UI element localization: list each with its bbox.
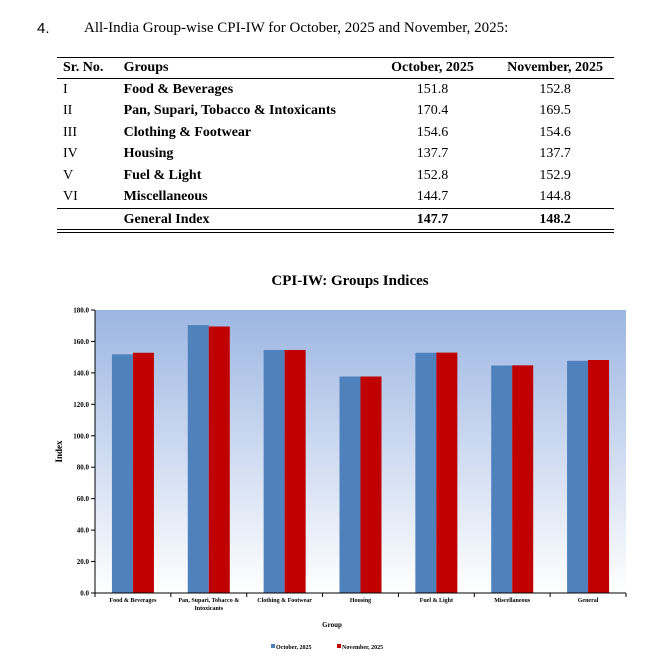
legend-swatch xyxy=(337,644,341,648)
cell-october: 137.7 xyxy=(416,146,449,162)
cell-november: 154.6 xyxy=(539,124,571,140)
table-header-row xyxy=(57,58,614,79)
y-tick-label: 60.0 xyxy=(76,495,89,504)
chart-title: CPI-IW: Groups Indices xyxy=(271,273,429,289)
header-october: October, 2025 xyxy=(391,60,474,75)
header-sr-no: Sr. No. xyxy=(63,60,104,75)
bar-october xyxy=(415,353,436,593)
cell-november: 137.7 xyxy=(539,146,571,162)
x-tick-label: Clothing & Footwear xyxy=(257,598,312,604)
legend-label: October, 2025 xyxy=(276,645,312,651)
cell-october: 147.7 xyxy=(416,211,449,227)
bar-november xyxy=(209,327,230,593)
bar-october xyxy=(491,365,512,593)
header-november: November, 2025 xyxy=(507,60,604,75)
bar-november xyxy=(361,377,382,593)
cell-november: 152.8 xyxy=(539,81,571,97)
legend-label: November, 2025 xyxy=(342,645,384,651)
y-tick-label: 20.0 xyxy=(76,558,89,567)
cell-group: Fuel & Light xyxy=(123,167,202,183)
section-number: 4. xyxy=(37,20,50,37)
general-index-row xyxy=(57,209,614,231)
table-row xyxy=(57,101,614,123)
cell-group: Clothing & Footwear xyxy=(123,124,252,140)
y-tick-label: 40.0 xyxy=(76,526,89,535)
chart-legend xyxy=(271,644,383,651)
x-axis-label: Group xyxy=(322,621,342,629)
cell-group: Pan, Supari, Tobacco & Intoxicants xyxy=(123,103,336,119)
bar-october xyxy=(340,377,361,593)
cell-sr: IV xyxy=(63,146,78,162)
bar-october xyxy=(567,361,588,593)
cell-november: 152.9 xyxy=(539,167,571,183)
cell-sr: VI xyxy=(63,189,78,205)
cell-group: Food & Beverages xyxy=(123,81,234,97)
groups-indices-chart xyxy=(0,260,656,658)
cell-november: 144.8 xyxy=(539,189,571,205)
cell-group: Housing xyxy=(123,146,174,162)
table-row xyxy=(57,79,614,101)
y-tick-label: 180.0 xyxy=(73,306,89,315)
y-tick-label: 80.0 xyxy=(76,463,89,472)
cell-october: 170.4 xyxy=(416,103,449,119)
x-axis xyxy=(95,593,626,612)
bar-november xyxy=(285,350,306,593)
x-tick-label: General xyxy=(577,598,599,604)
cell-sr: I xyxy=(63,81,68,97)
x-tick-label: Housing xyxy=(349,598,372,604)
cell-november: 148.2 xyxy=(539,211,571,227)
cell-october: 144.7 xyxy=(416,189,449,205)
y-tick-label: 120.0 xyxy=(73,400,89,409)
table-bottom-rule xyxy=(57,229,614,233)
x-tick-label: Miscellaneous xyxy=(494,598,531,604)
bar-october xyxy=(188,325,209,593)
bar-november xyxy=(133,353,154,593)
cpi-table xyxy=(57,57,614,231)
y-axis-label: Index xyxy=(54,440,64,463)
x-tick-label: Pan, Supari, Tobacco & Intoxicants xyxy=(178,598,240,612)
bar-october xyxy=(264,350,285,593)
bar-november xyxy=(512,365,533,593)
cell-group: Miscellaneous xyxy=(123,189,208,205)
cell-group: General Index xyxy=(123,211,210,227)
y-axis xyxy=(73,307,95,598)
y-tick-label: 140.0 xyxy=(73,369,89,378)
x-tick-label: Food & Beverages xyxy=(109,598,157,604)
cell-sr: III xyxy=(63,124,77,140)
header-groups: Groups xyxy=(123,60,169,75)
x-tick-label: Fuel & Light xyxy=(419,598,454,604)
cell-sr: V xyxy=(63,167,74,183)
table-row xyxy=(57,144,614,166)
cell-october: 154.6 xyxy=(416,124,449,140)
cell-october: 152.8 xyxy=(416,167,449,183)
y-tick-label: 160.0 xyxy=(73,337,89,346)
table-row xyxy=(57,187,614,209)
bar-october xyxy=(112,354,133,593)
cell-october: 151.8 xyxy=(416,81,449,97)
table-row xyxy=(57,122,614,144)
y-tick-label: 0.0 xyxy=(80,589,89,598)
y-tick-label: 100.0 xyxy=(73,432,89,441)
section-title: All-India Group-wise CPI-IW for October, 2025 and November, 2025: xyxy=(84,20,509,36)
cell-sr xyxy=(57,209,118,231)
legend-swatch xyxy=(271,644,275,648)
bar-november xyxy=(436,353,457,593)
table-row xyxy=(57,165,614,187)
bar-november xyxy=(588,360,609,593)
section-heading xyxy=(37,20,509,38)
cell-november: 169.5 xyxy=(539,103,571,119)
cell-sr: II xyxy=(63,103,73,119)
